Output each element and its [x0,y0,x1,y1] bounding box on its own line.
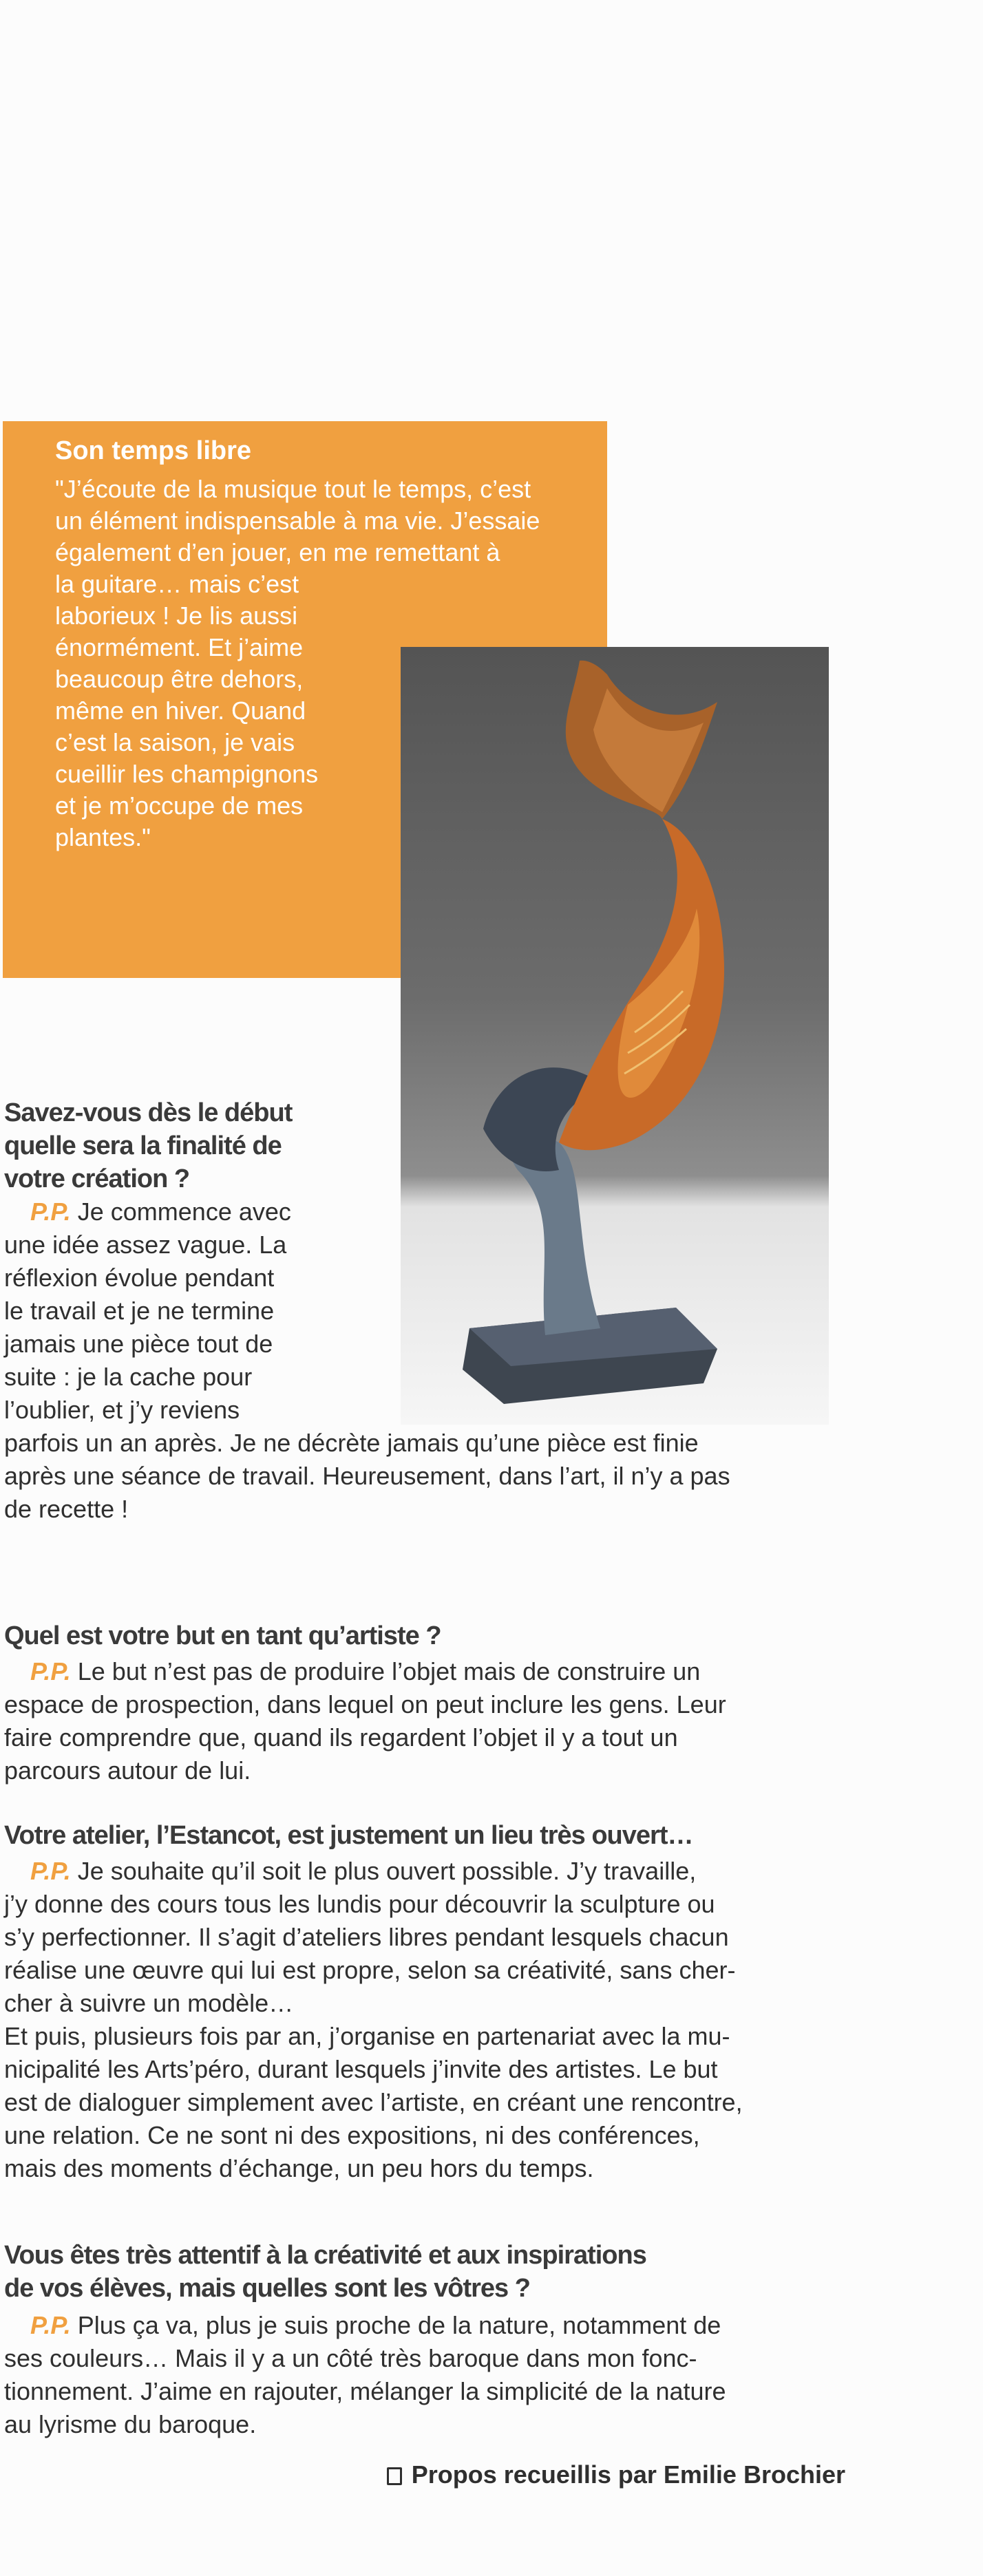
answer-first-line [4,1855,743,1888]
initials: P.P. [30,1657,71,1685]
answer-line: Et puis, plusieurs fois par an, j’organise en partenariat avec la mu- [4,2022,730,2050]
sidebar-line: énormément. Et j’aime [55,633,304,661]
sidebar-title: Son temps libre [55,436,252,465]
answer-first-line [4,1195,730,1228]
answer-text: Je souhaite qu’il soit le plus ouvert possible. J’y travaille, [77,1857,697,1885]
answer-text: Plus ça va, plus je suis proche de la nature, notamment de [77,2311,721,2339]
answer-line: s’y perfectionner. Il s’agit d’ateliers libres pendant lesquels chacun [4,1923,729,1951]
sidebar-line: beaucoup être dehors, [55,665,304,693]
question-4 [4,2239,646,2305]
answer-line: l’oublier, et j’y reviens [4,1396,240,1424]
sidebar-line: un élément indispensable à ma vie. J’essaie [55,507,540,535]
answer-line: cher à suivre un modèle… [4,1989,294,2017]
initials: P.P. [30,1857,71,1885]
answer-line: réflexion évolue pendant [4,1264,275,1292]
sidebar-line: plantes." [55,823,151,851]
answer-line: mais des moments d’échange, un peu hors du temps. [4,2154,594,2182]
answer-line: j’y donne des cours tous les lundis pour découvrir la sculpture ou [4,1890,715,1918]
answer-line: parfois un an après. Je ne décrète jamais qu’une pièce est finie [4,1429,699,1457]
question-1 [4,1096,292,1195]
question-line: Quel est votre but en tant qu’artiste ? [4,1621,441,1650]
answer-3 [4,1855,743,2185]
answer-line: le travail et je ne termine [4,1297,275,1325]
question-line: quelle sera la finalité de [4,1131,282,1160]
question-line: votre création ? [4,1164,190,1193]
initials: P.P. [30,2311,71,2339]
sidebar-line: "J’écoute de la musique tout le temps, c’est [55,475,531,503]
answer-text: Je commence avec [77,1197,291,1226]
answer-2 [4,1655,726,1787]
answer-line: au lyrisme du baroque. [4,2410,257,2438]
answer-line: réalise une œuvre qui lui est propre, selon sa créativité, sans cher- [4,1956,736,1984]
answer-first-line [4,2309,726,2342]
question-2 [4,1619,441,1652]
question-line: Votre atelier, l’Estancot, est justement un lieu très ouvert… [4,1821,693,1850]
sidebar-line: laborieux ! Je lis aussi [55,602,298,630]
answer-line: est de dialoguer simplement avec l’artiste, en créant une rencontre, [4,2088,743,2116]
answer-line: de recette ! [4,1495,129,1523]
answer-first-line [4,1655,726,1688]
answer-line: après une séance de travail. Heureusement, dans l’art, il n’y a pas [4,1462,730,1490]
answer-line: une relation. Ce ne sont ni des expositions, ni des conférences, [4,2121,700,2149]
square-bullet-icon [387,2467,402,2485]
sidebar-line: c’est la saison, je vais [55,728,295,756]
answer-4 [4,2309,726,2441]
question-3 [4,1819,693,1852]
sculpture-body [559,819,724,1150]
question-line: Vous êtes très attentif à la créativité et aux inspirations [4,2241,646,2270]
answer-line: ses couleurs… Mais il y a un côté très baroque dans mon fonc- [4,2344,697,2372]
answer-line: tionnement. J’aime en rajouter, mélanger la simplicité de la nature [4,2377,726,2405]
answer-line: une idée assez vague. La [4,1231,287,1259]
answer-line: suite : je la cache pour [4,1363,253,1391]
answer-line: faire comprendre que, quand ils regardent l’objet il y a tout un [4,1723,678,1752]
answer-text: Le but n’est pas de produire l’objet mais de construire un [77,1657,701,1685]
initials: P.P. [30,1197,71,1226]
question-line: Savez-vous dès le début [4,1098,293,1127]
question-line: de vos élèves, mais quelles sont les vôtres ? [4,2274,530,2303]
sidebar-line: et je m’occupe de mes [55,791,304,820]
sidebar-line: la guitare… mais c’est [55,570,299,598]
signature-text: Propos recueillis par Emilie Brochier [411,2460,845,2489]
sidebar-line: même en hiver. Quand [55,696,306,725]
sidebar-line: également d’en jouer, en me remettant à [55,538,500,566]
answer-line: parcours autour de lui. [4,1756,251,1785]
answer-line: espace de prospection, dans lequel on peut inclure les gens. Leur [4,1690,726,1718]
sidebar-line: cueillir les champignons [55,760,319,788]
answer-line: jamais une pièce tout de [4,1330,273,1358]
answer-1 [4,1195,730,1526]
answer-line: nicipalité les Arts’péro, durant lesquels j’invite des artistes. Le but [4,2055,718,2083]
signature [387,2460,845,2489]
